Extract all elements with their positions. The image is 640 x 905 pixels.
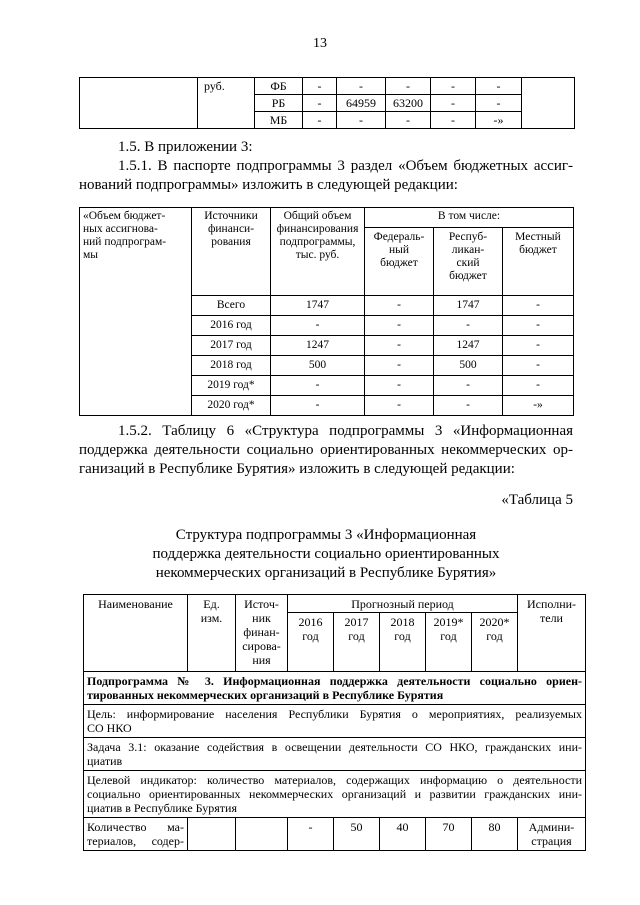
title-line: некоммерческих организаций в Республике Бурятия» [155, 565, 497, 581]
local-cell: - [503, 376, 574, 396]
header-line: Источ- [244, 597, 279, 611]
year-line: год [302, 629, 319, 643]
header-line: Респуб- [448, 231, 488, 243]
row-label: 2019 год* [192, 376, 271, 396]
task-row [84, 738, 586, 771]
row-line: социально ориентированных некоммерческих организаций и развитии гражданских ини- [87, 787, 582, 801]
row-line: страция [531, 834, 572, 848]
header-line: Общий объем [283, 210, 352, 222]
federal-cell: - [365, 336, 434, 356]
paragraph-1-5-1-line1: 1.5.1. В паспорте подпрограммы 3 раздел «Объем бюджетных ассиг- [118, 158, 573, 174]
republic-cell: 1247 [434, 336, 503, 356]
year-line: 2016 [298, 615, 323, 629]
row-line: Цель: информирование населения Республики Бурятия о мероприятиях, реализуемых [87, 707, 582, 721]
value-cell: - [431, 78, 476, 95]
value-cell: 63200 [386, 95, 431, 112]
source-cell: МБ [255, 112, 303, 129]
value-cell: - [337, 112, 386, 129]
republic-cell: - [434, 316, 503, 336]
header-forecast: Прогнозный период [288, 595, 518, 613]
republic-cell: 1747 [434, 296, 503, 316]
local-cell: - [503, 296, 574, 316]
row-line: Админи- [528, 820, 575, 834]
header-line: ник [252, 611, 271, 625]
header-year [288, 613, 334, 672]
title-line: поддержка деятельности социально ориентированных [152, 546, 500, 562]
value-cell: - [337, 78, 386, 95]
header-republic [434, 228, 503, 296]
label-line: ний подпрограм- [83, 236, 167, 248]
label-line: «Объем бюджет- [83, 210, 166, 222]
local-cell: - [503, 316, 574, 336]
row-line: Целевой индикатор: количество материалов, содержащих информацию о деятельности [87, 773, 582, 787]
header-line: ния [252, 653, 271, 667]
header-local [503, 228, 574, 296]
total-cell: 500 [271, 356, 365, 376]
header-line: сирова- [242, 639, 281, 653]
header-year [472, 613, 518, 672]
year-value-cell: 50 [334, 818, 380, 851]
passport-funding-table [79, 207, 574, 416]
value-cell: - [476, 78, 522, 95]
page-number: 13 [313, 36, 327, 51]
row-line: циатив [87, 754, 123, 768]
header-sources [192, 208, 271, 296]
empty-cell [522, 78, 575, 129]
unit-cell: руб. [198, 78, 255, 129]
header-line: изм. [200, 611, 223, 625]
header-line: Местный [515, 231, 561, 243]
header-line: бюджет [449, 270, 487, 282]
source-cell [236, 818, 288, 851]
value-cell: - [303, 95, 337, 112]
paragraph-1-5: 1.5. В приложении 3: [118, 139, 253, 155]
year-line: 2019* [433, 615, 464, 629]
total-cell: - [271, 396, 365, 416]
header-line: бюджет [519, 244, 557, 256]
header-line: финанси- [207, 223, 255, 235]
federal-cell: - [365, 316, 434, 336]
header-line: Федераль- [373, 231, 425, 243]
title-line: Структура подпрограммы 3 «Информационная [175, 527, 477, 543]
header-executors [518, 595, 586, 672]
federal-cell: - [365, 396, 434, 416]
structure-title [79, 526, 573, 583]
subprogram-budget-label [80, 208, 192, 416]
year-line: 2020* [479, 615, 510, 629]
local-cell: - [503, 336, 574, 356]
header-line: тыс. руб. [295, 249, 340, 261]
header-line: тели [540, 611, 563, 625]
label-line: ных ассигнова- [83, 223, 158, 235]
header-federal [365, 228, 434, 296]
header-line: Источники [204, 210, 258, 222]
federal-cell: - [365, 356, 434, 376]
header-line: подпрограммы, [279, 236, 356, 248]
row-line: Количество ма- [87, 820, 184, 834]
row-label: 2017 год [192, 336, 271, 356]
table-caption: «Таблица 5 [501, 492, 573, 508]
local-cell: -» [503, 396, 574, 416]
header-line: финансирования [276, 223, 359, 235]
value-cell: - [386, 112, 431, 129]
executor-cell [518, 818, 586, 851]
header-line: финан- [243, 625, 280, 639]
total-cell: - [271, 376, 365, 396]
header-line: ский [456, 257, 480, 269]
row-label: 2016 год [192, 316, 271, 336]
header-line: ный [388, 244, 410, 256]
row-line: циатив в Республике Бурятия [87, 801, 237, 815]
year-value-cell: - [288, 818, 334, 851]
header-source [236, 595, 288, 672]
year-line: год [394, 629, 411, 643]
value-cell: 64959 [337, 95, 386, 112]
total-cell: 1747 [271, 296, 365, 316]
paragraph-1-5-2-line3: ганизаций в Республике Бурятия» изложить в следующей редакции: [79, 461, 515, 477]
paragraph-1-5-2-line2: поддержка деятельности социально ориентированных некоммерческих ор- [79, 442, 573, 458]
source-cell: ФБ [255, 78, 303, 95]
header-line: рования [211, 236, 251, 248]
label-line: мы [83, 249, 99, 261]
year-line: 2017 [344, 615, 369, 629]
header-name: Наименование [84, 595, 188, 672]
structure-table [83, 594, 586, 851]
year-line: год [440, 629, 457, 643]
header-unit [188, 595, 236, 672]
header-year [380, 613, 426, 672]
federal-cell: - [365, 296, 434, 316]
year-value-cell: 70 [426, 818, 472, 851]
row-line: териалов, содер- [87, 834, 184, 848]
republic-cell: - [434, 396, 503, 416]
header-year [426, 613, 472, 672]
indicator-name-cell [84, 818, 188, 851]
unit-cell [188, 818, 236, 851]
year-value-cell: 40 [380, 818, 426, 851]
total-cell: - [271, 316, 365, 336]
value-cell: - [431, 95, 476, 112]
empty-cell [80, 78, 198, 129]
year-line: год [486, 629, 503, 643]
row-label: 2018 год [192, 356, 271, 376]
value-cell: - [386, 78, 431, 95]
value-cell: - [303, 112, 337, 129]
row-line: Подпрограмма № 3. Информационная поддержка деятельности социально ориен- [87, 674, 582, 688]
header-line: Ед. [203, 597, 220, 611]
indicator-row [84, 771, 586, 818]
header-line: бюджет [380, 257, 418, 269]
paragraph-1-5-2-line1: 1.5.2. Таблицу 6 «Структура подпрограммы 3 «Информационная [118, 423, 573, 439]
year-line: 2018 [390, 615, 415, 629]
header-total [271, 208, 365, 296]
value-cell: -» [476, 112, 522, 129]
federal-cell: - [365, 376, 434, 396]
header-line: ликан- [451, 244, 485, 256]
republic-cell: - [434, 376, 503, 396]
row-label: 2020 год* [192, 396, 271, 416]
republic-cell: 500 [434, 356, 503, 376]
value-cell: - [303, 78, 337, 95]
subprogram-row [84, 672, 586, 705]
value-cell: - [476, 95, 522, 112]
row-line: Задача 3.1: оказание содействия в освещении деятельности СО НКО, гражданских ини- [87, 740, 582, 754]
total-cell: 1247 [271, 336, 365, 356]
row-line: СО НКО [87, 721, 132, 735]
value-cell: - [431, 112, 476, 129]
source-cell: РБ [255, 95, 303, 112]
row-label: Всего [192, 296, 271, 316]
year-line: год [348, 629, 365, 643]
year-value-cell: 80 [472, 818, 518, 851]
header-year [334, 613, 380, 672]
local-cell: - [503, 356, 574, 376]
top-finance-table [79, 77, 575, 129]
goal-row [84, 705, 586, 738]
header-including: В том числе: [365, 208, 574, 228]
paragraph-1-5-1-line2: нований подпрограммы» изложить в следующей редакции: [79, 177, 458, 193]
header-line: Исполни- [526, 597, 577, 611]
row-line: тированных некоммерческих организаций в Республике Бурятия [87, 688, 444, 702]
